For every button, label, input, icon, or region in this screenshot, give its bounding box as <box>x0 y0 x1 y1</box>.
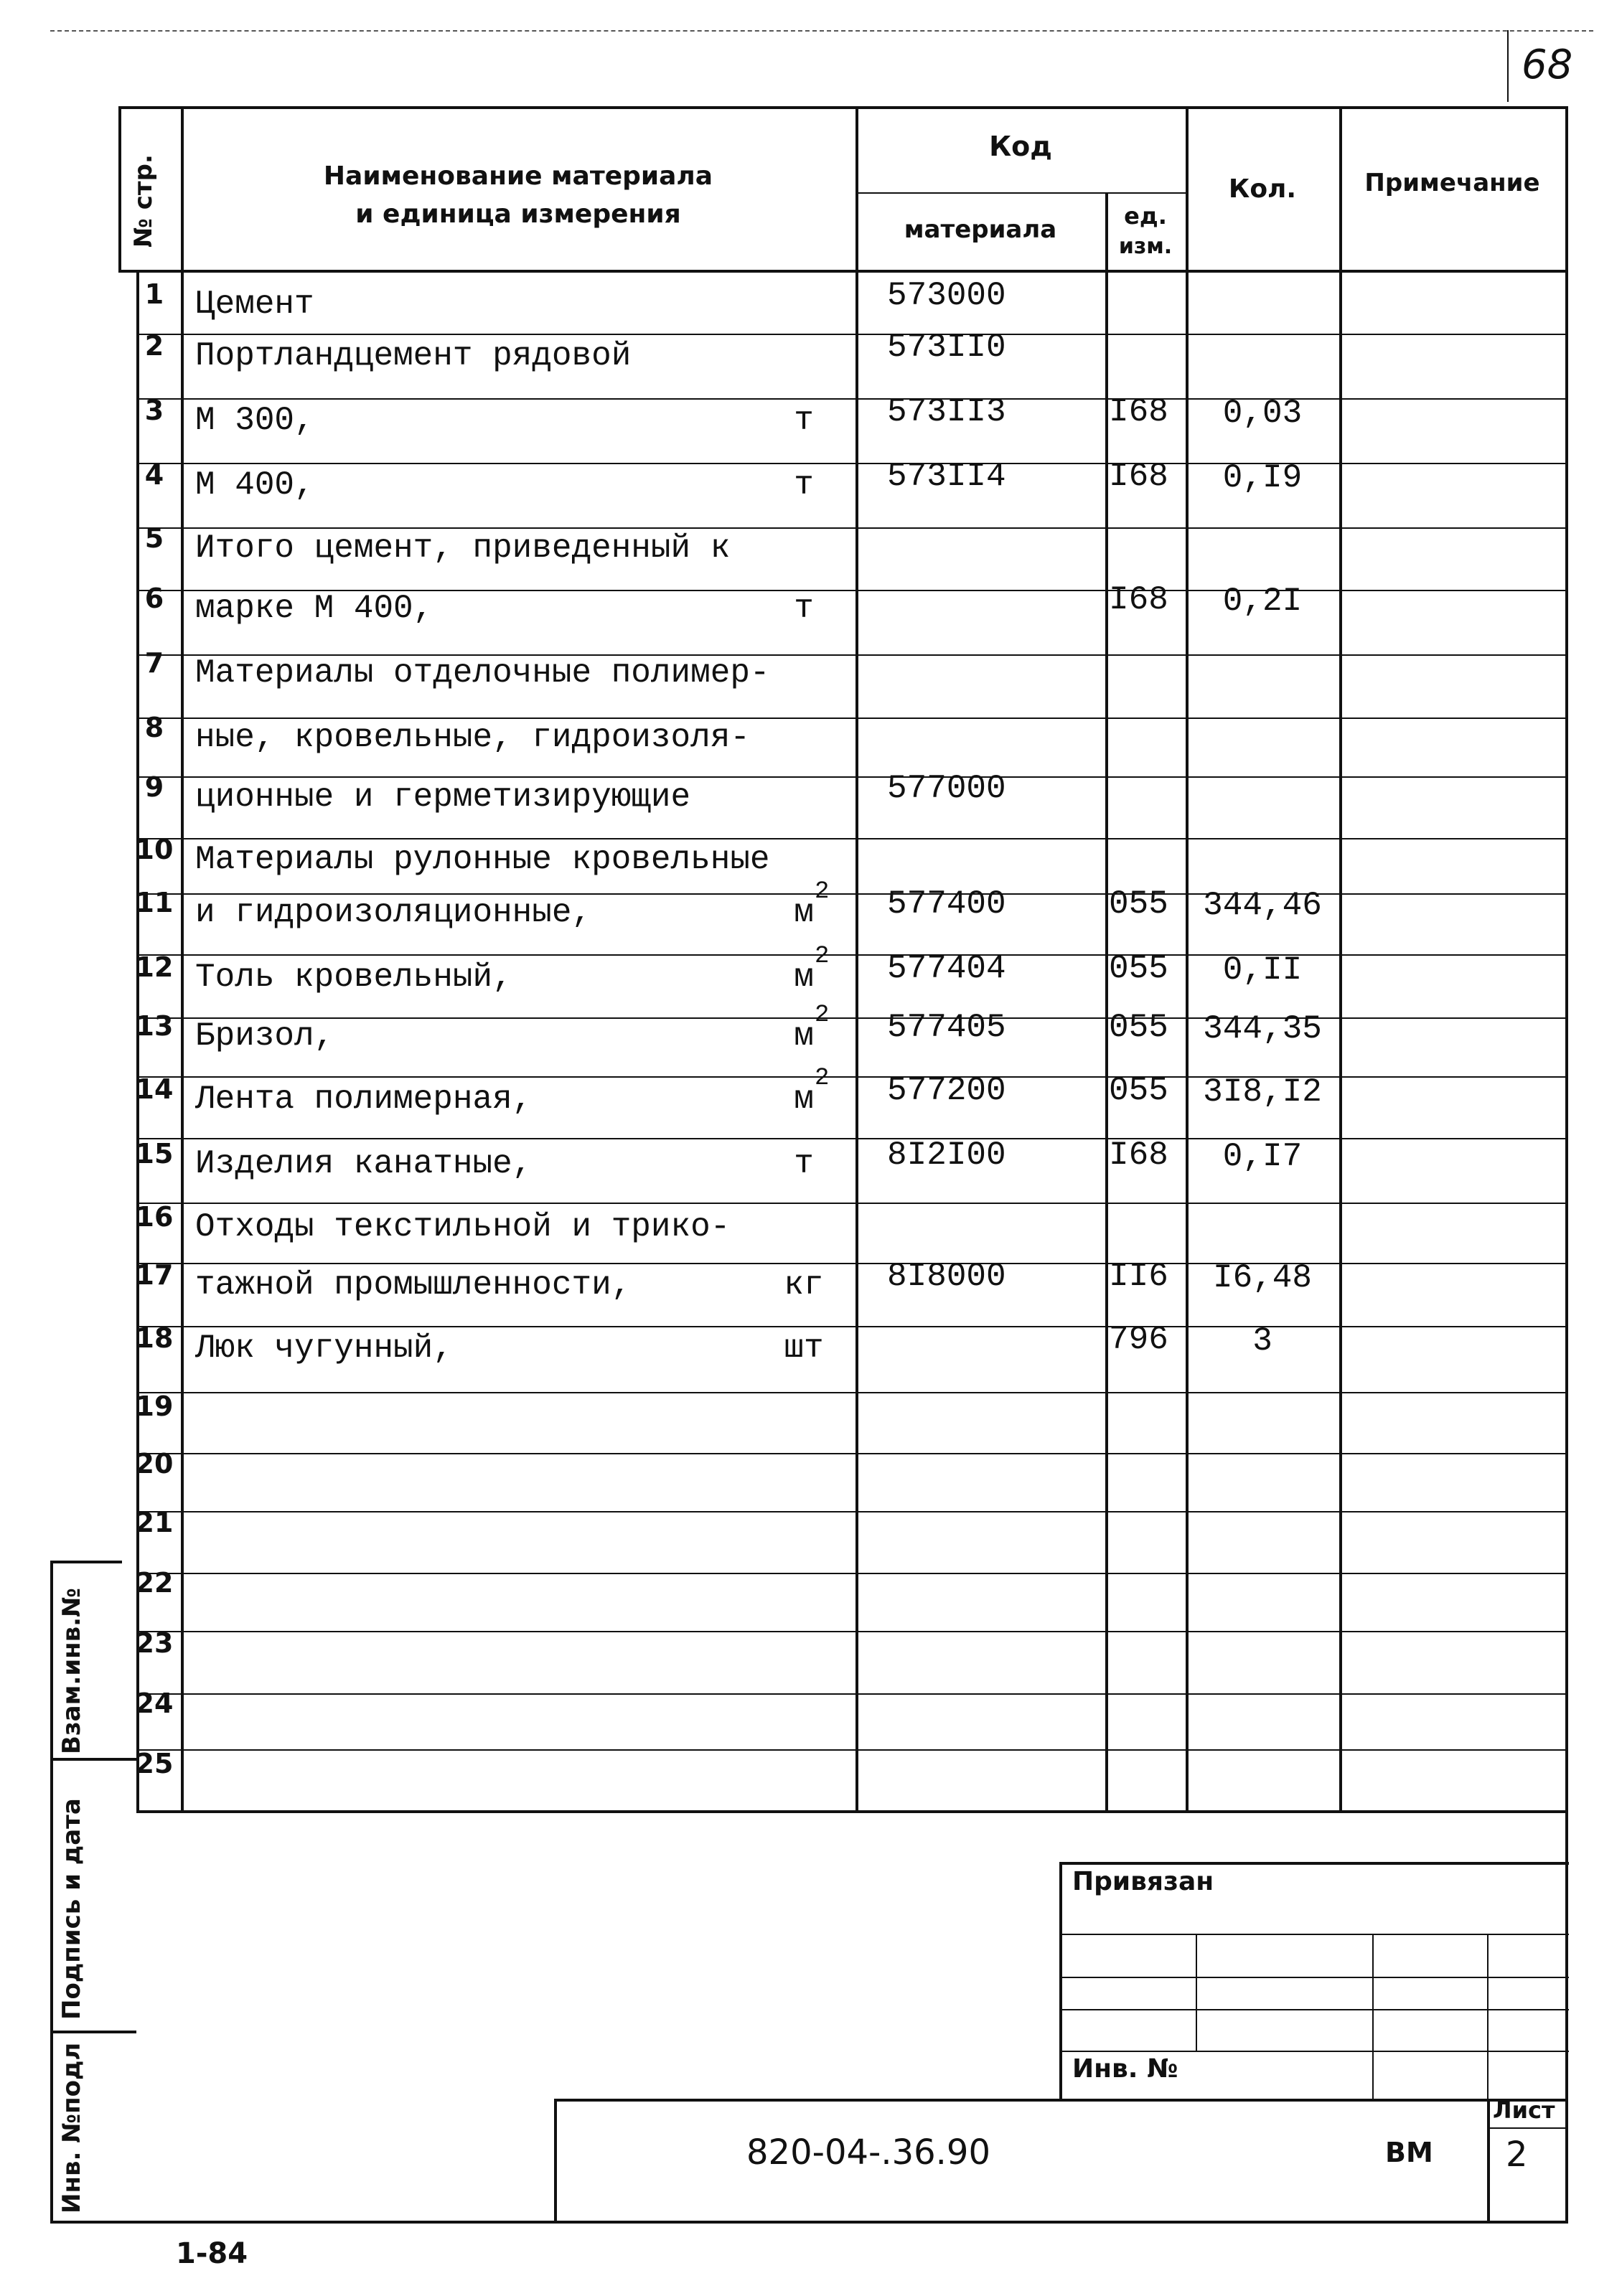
row-number: 17 <box>135 1259 174 1291</box>
side-stamp-inv-podl: Инв. №подл <box>57 2042 86 2213</box>
row-number: 4 <box>144 459 164 491</box>
row-number: 1 <box>144 278 164 310</box>
row-quantity: 0,I9 <box>1222 459 1303 497</box>
row-unit: шт <box>784 1330 824 1367</box>
document-code: 820-04-⁠.36.90 <box>746 2132 991 2173</box>
row-number: 11 <box>135 887 174 918</box>
row-quantity: 344,35 <box>1203 1010 1322 1048</box>
row-quantity: I6,48 <box>1212 1259 1313 1297</box>
row-unit-code: I68 <box>1109 458 1168 495</box>
row-material-code: 577200 <box>887 1072 1006 1109</box>
row-quantity: 0,I7 <box>1222 1138 1303 1175</box>
row-name: тажной промышленности, <box>195 1266 632 1304</box>
row-unit: т <box>794 466 814 504</box>
row-unit-code: II6 <box>1109 1258 1168 1295</box>
side-stamp-sign-date: Подпись и дата <box>57 1798 86 2020</box>
row-unit-code: 055 <box>1109 1009 1168 1046</box>
header-qty: Кол. <box>1228 174 1297 204</box>
page-number: 68 <box>1522 42 1573 88</box>
row-quantity: 0,II <box>1222 951 1303 989</box>
row-name: Люк чугунный, <box>195 1330 453 1367</box>
row-material-code: 573II3 <box>887 393 1006 430</box>
row-number: 5 <box>144 522 164 554</box>
row-quantity: 344,46 <box>1203 887 1322 924</box>
row-unit: м <box>794 1017 814 1055</box>
header-row-no: № стр. <box>129 154 158 248</box>
header-name-line1: Наименование материала <box>323 161 713 191</box>
row-name: М 400, <box>195 466 314 504</box>
sheet-label: Лист <box>1493 2097 1555 2124</box>
row-name: Цемент <box>195 286 314 323</box>
row-name: Отходы текстильной и трико- <box>195 1208 731 1246</box>
row-name: Бризол, <box>195 1017 334 1055</box>
row-number: 25 <box>135 1748 174 1779</box>
row-unit-code: 055 <box>1109 950 1168 987</box>
row-name: Материалы отделочные полимер- <box>195 654 770 692</box>
row-unit: т <box>794 590 814 627</box>
row-unit-code: I68 <box>1109 1137 1168 1174</box>
row-material-code: 8I8000 <box>887 1258 1006 1295</box>
row-unit: т <box>794 402 814 439</box>
unit-exponent: 2 <box>815 943 830 970</box>
row-quantity: 3I8,I2 <box>1203 1073 1322 1111</box>
row-number: 16 <box>135 1201 174 1233</box>
row-number: 13 <box>135 1010 174 1042</box>
row-unit-code: 055 <box>1109 885 1168 923</box>
row-name: Материалы рулонные кровельные <box>195 841 770 878</box>
row-number: 22 <box>135 1567 174 1599</box>
row-number: 14 <box>135 1073 174 1105</box>
row-name: марке М 400, <box>195 590 433 627</box>
row-quantity: 0,2I <box>1222 583 1303 620</box>
unit-exponent: 2 <box>815 1065 830 1092</box>
footer-code: 1-84 <box>176 2237 248 2270</box>
unit-exponent: 2 <box>815 878 830 905</box>
row-number: 15 <box>135 1138 174 1170</box>
row-number: 12 <box>135 951 174 983</box>
row-material-code: 573II0 <box>887 329 1006 366</box>
row-material-code: 577000 <box>887 770 1006 807</box>
privyazan-label: Привязан <box>1072 1867 1214 1896</box>
header-code-unit-2: изм. <box>1118 234 1173 259</box>
row-number: 8 <box>144 712 164 743</box>
unit-exponent: 2 <box>815 1002 830 1029</box>
header-code-material: материала <box>904 215 1057 244</box>
row-unit-code: 055 <box>1109 1072 1168 1109</box>
row-name: и гидроизоляционные, <box>195 894 592 931</box>
row-material-code: 577405 <box>887 1009 1006 1046</box>
row-material-code: 573II4 <box>887 458 1006 495</box>
row-number: 3 <box>144 395 164 426</box>
row-name: ционные и герметизирующие <box>195 778 691 816</box>
row-unit-code: 796 <box>1109 1321 1168 1358</box>
row-number: 7 <box>144 647 164 679</box>
row-name: Изделия канатные, <box>195 1145 533 1182</box>
row-material-code: 573000 <box>887 277 1006 314</box>
document-type: ВМ <box>1385 2137 1433 2168</box>
row-name: Портландцемент рядовой <box>195 337 632 375</box>
row-number: 24 <box>135 1688 174 1719</box>
row-unit: т <box>794 1145 814 1182</box>
row-unit: м <box>794 959 814 996</box>
row-number: 21 <box>135 1507 174 1538</box>
row-number: 19 <box>135 1391 174 1422</box>
row-name: Итого цемент, приведенный к <box>195 530 731 567</box>
row-number: 18 <box>135 1322 174 1354</box>
row-unit-code: I68 <box>1109 393 1168 430</box>
row-material-code: 577400 <box>887 885 1006 923</box>
row-unit-code: I68 <box>1109 581 1168 618</box>
row-unit: м <box>794 894 814 931</box>
side-stamp-zam-inv: Взам.инв.№ <box>57 1588 86 1754</box>
row-unit: м <box>794 1081 814 1118</box>
row-number: 9 <box>144 771 164 803</box>
row-number: 23 <box>135 1627 174 1659</box>
header-code-unit-1: ед. <box>1124 202 1167 230</box>
header-code: Код <box>989 131 1052 162</box>
row-name: ные, кровельные, гидроизоля- <box>195 719 750 756</box>
row-material-code: 577404 <box>887 950 1006 987</box>
inv-no-label: Инв. № <box>1072 2054 1178 2084</box>
row-number: 20 <box>135 1448 174 1479</box>
sheet-number: 2 <box>1506 2135 1528 2175</box>
row-quantity: 0,03 <box>1222 395 1303 432</box>
row-unit: кг <box>784 1266 824 1304</box>
row-number: 2 <box>144 330 164 362</box>
header-name-line2: и единица измерения <box>355 199 681 229</box>
row-material-code: 8I2I00 <box>887 1137 1006 1174</box>
row-number: 10 <box>135 834 174 865</box>
row-quantity: 3 <box>1252 1322 1272 1360</box>
row-name: Лента полимерная, <box>195 1081 533 1118</box>
row-number: 6 <box>144 583 164 614</box>
row-name: Толь кровельный, <box>195 959 512 996</box>
header-note: Примечание <box>1364 169 1540 197</box>
row-name: М 300, <box>195 402 314 439</box>
